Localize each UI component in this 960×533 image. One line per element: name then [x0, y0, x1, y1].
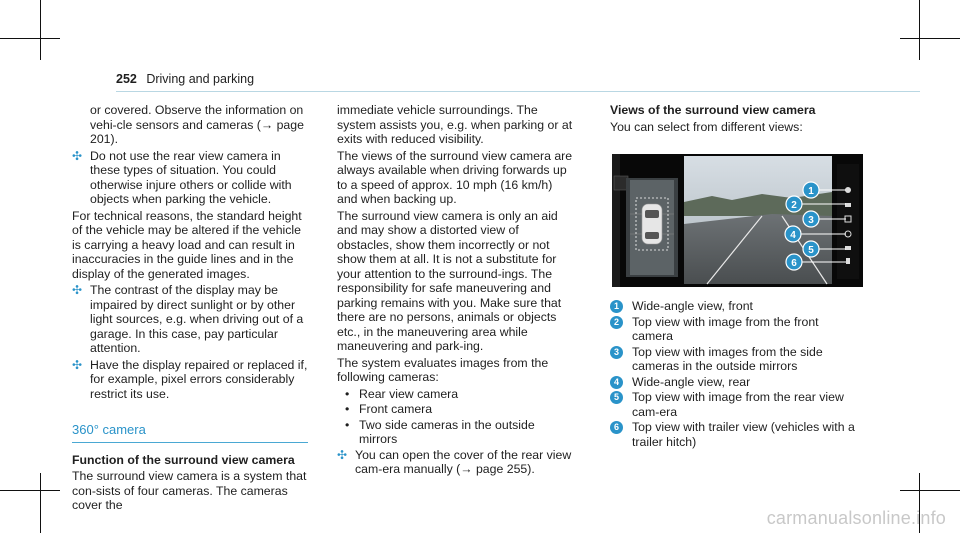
note-text: Have the display repaired or replaced if, for example, pixel errors considerably restrict its use. [90, 357, 308, 401]
note-rear-camera [72, 149, 308, 207]
sub-heading: Views of the surround view camera [610, 103, 816, 117]
camera-view-image [612, 154, 863, 287]
camera-badge: 1 [808, 186, 814, 197]
crop-mark [919, 0, 920, 60]
number-badge: 6 [610, 421, 623, 434]
legend-item: 6 Top view with trailer view (vehicles with a trailer hitch) [610, 420, 860, 449]
info-bulb-icon: ✣ [337, 447, 348, 462]
body-paragraph: The surround view camera is a system that con-sists of four cameras. The cameras cover the [72, 469, 307, 512]
column-1 [72, 103, 308, 515]
camera-illustration [612, 154, 863, 287]
crop-mark [0, 38, 60, 39]
number-badge: 1 [610, 300, 623, 313]
body-paragraph: The surround view camera is only an aid and may show a distorted view of obstacles, show them incorrectly or not show them at all. It is not a substitute for your attention to the surround-ings. The responsibility for safe maneuvering and parking remains with you. Make sure that there are no persons, animals or objects etc., in the maneuvering area while maneuvering and park-ing. [337, 208, 562, 353]
views-legend [610, 299, 860, 449]
body-paragraph: For technical reasons, the standard height of the vehicle may be altered if the vehicle is carrying a heavy load and can result in inaccuracies in the guide lines and in the display of the generated images. [72, 208, 302, 281]
number-badge: 3 [610, 346, 623, 359]
legend-item: 3 Top view with images from the side cameras in the outside mirrors [610, 345, 860, 374]
camera-badge: 6 [791, 258, 797, 269]
page-header [116, 72, 254, 87]
info-bulb-icon: ✣ [72, 148, 83, 163]
crop-mark [900, 490, 960, 491]
camera-badge: 3 [808, 215, 814, 226]
note-display-repair [72, 358, 308, 402]
camera-badge: 5 [808, 245, 814, 256]
info-bulb-icon: ✣ [72, 283, 83, 297]
note-camera-cover [337, 448, 573, 477]
watermark: carmanualsonline.info [766, 507, 946, 528]
column-3 [610, 103, 860, 450]
number-badge: 4 [610, 376, 623, 389]
list-item: • Front camera [345, 402, 433, 416]
camera-badge: 2 [791, 200, 797, 211]
list-item: • Two side cameras in the outside mirrors [345, 417, 535, 446]
body-paragraph: The views of the surround view camera are always available when driving forwards up to a speed of approx. 10 mph (16 km/h) and when backing up. [337, 148, 573, 206]
section-divider [72, 442, 308, 443]
body-paragraph: immediate vehicle surroundings. The system assists you, e.g. when parking or at exits with reduced visibility. [337, 103, 573, 146]
note-contrast [72, 283, 308, 356]
body-paragraph: The system evaluates images from the following cameras: [337, 355, 549, 384]
legend-item: 1 Wide-angle view, front [610, 299, 860, 314]
crop-mark [40, 0, 41, 60]
crop-mark [0, 490, 60, 491]
note-text: You can open the cover of the rear view cam-era manually (→ page 255). [355, 447, 572, 476]
page-number: 252 [116, 72, 137, 86]
info-bulb-icon: ✣ [72, 357, 83, 372]
number-badge: 5 [610, 391, 623, 404]
chapter-title: Driving and parking [146, 72, 255, 86]
crop-mark [900, 38, 960, 39]
intro-text: or covered. Observe the information on vehi-cle sensors and cameras (→ page 201). [90, 103, 304, 146]
section-title: 360° camera [72, 422, 146, 437]
list-item: • Rear view camera [345, 386, 459, 401]
crop-mark [40, 473, 41, 533]
legend-item: 5 Top view with image from the rear view cam-era [610, 390, 860, 419]
note-text: Do not use the rear view camera in these types of situation. You could otherwise injure others or collide with objects when parking the vehicle. [90, 148, 292, 206]
number-badge: 2 [610, 316, 623, 329]
header-divider [116, 91, 920, 92]
sub-heading: Function of the surround view camera [72, 452, 295, 467]
note-text: The contrast of the display may be impaired by direct sunlight or by other light sources, e.g. when driving out of a garage. In this case, pay particular attention. [90, 283, 304, 355]
legend-item: 4 Wide-angle view, rear [610, 375, 860, 390]
camera-badge: 4 [790, 230, 796, 241]
column-2 [337, 103, 573, 479]
camera-list [337, 387, 573, 447]
legend-item: 2 Top view with image from the front camera [610, 315, 860, 344]
body-paragraph: You can select from different views: [610, 119, 803, 134]
